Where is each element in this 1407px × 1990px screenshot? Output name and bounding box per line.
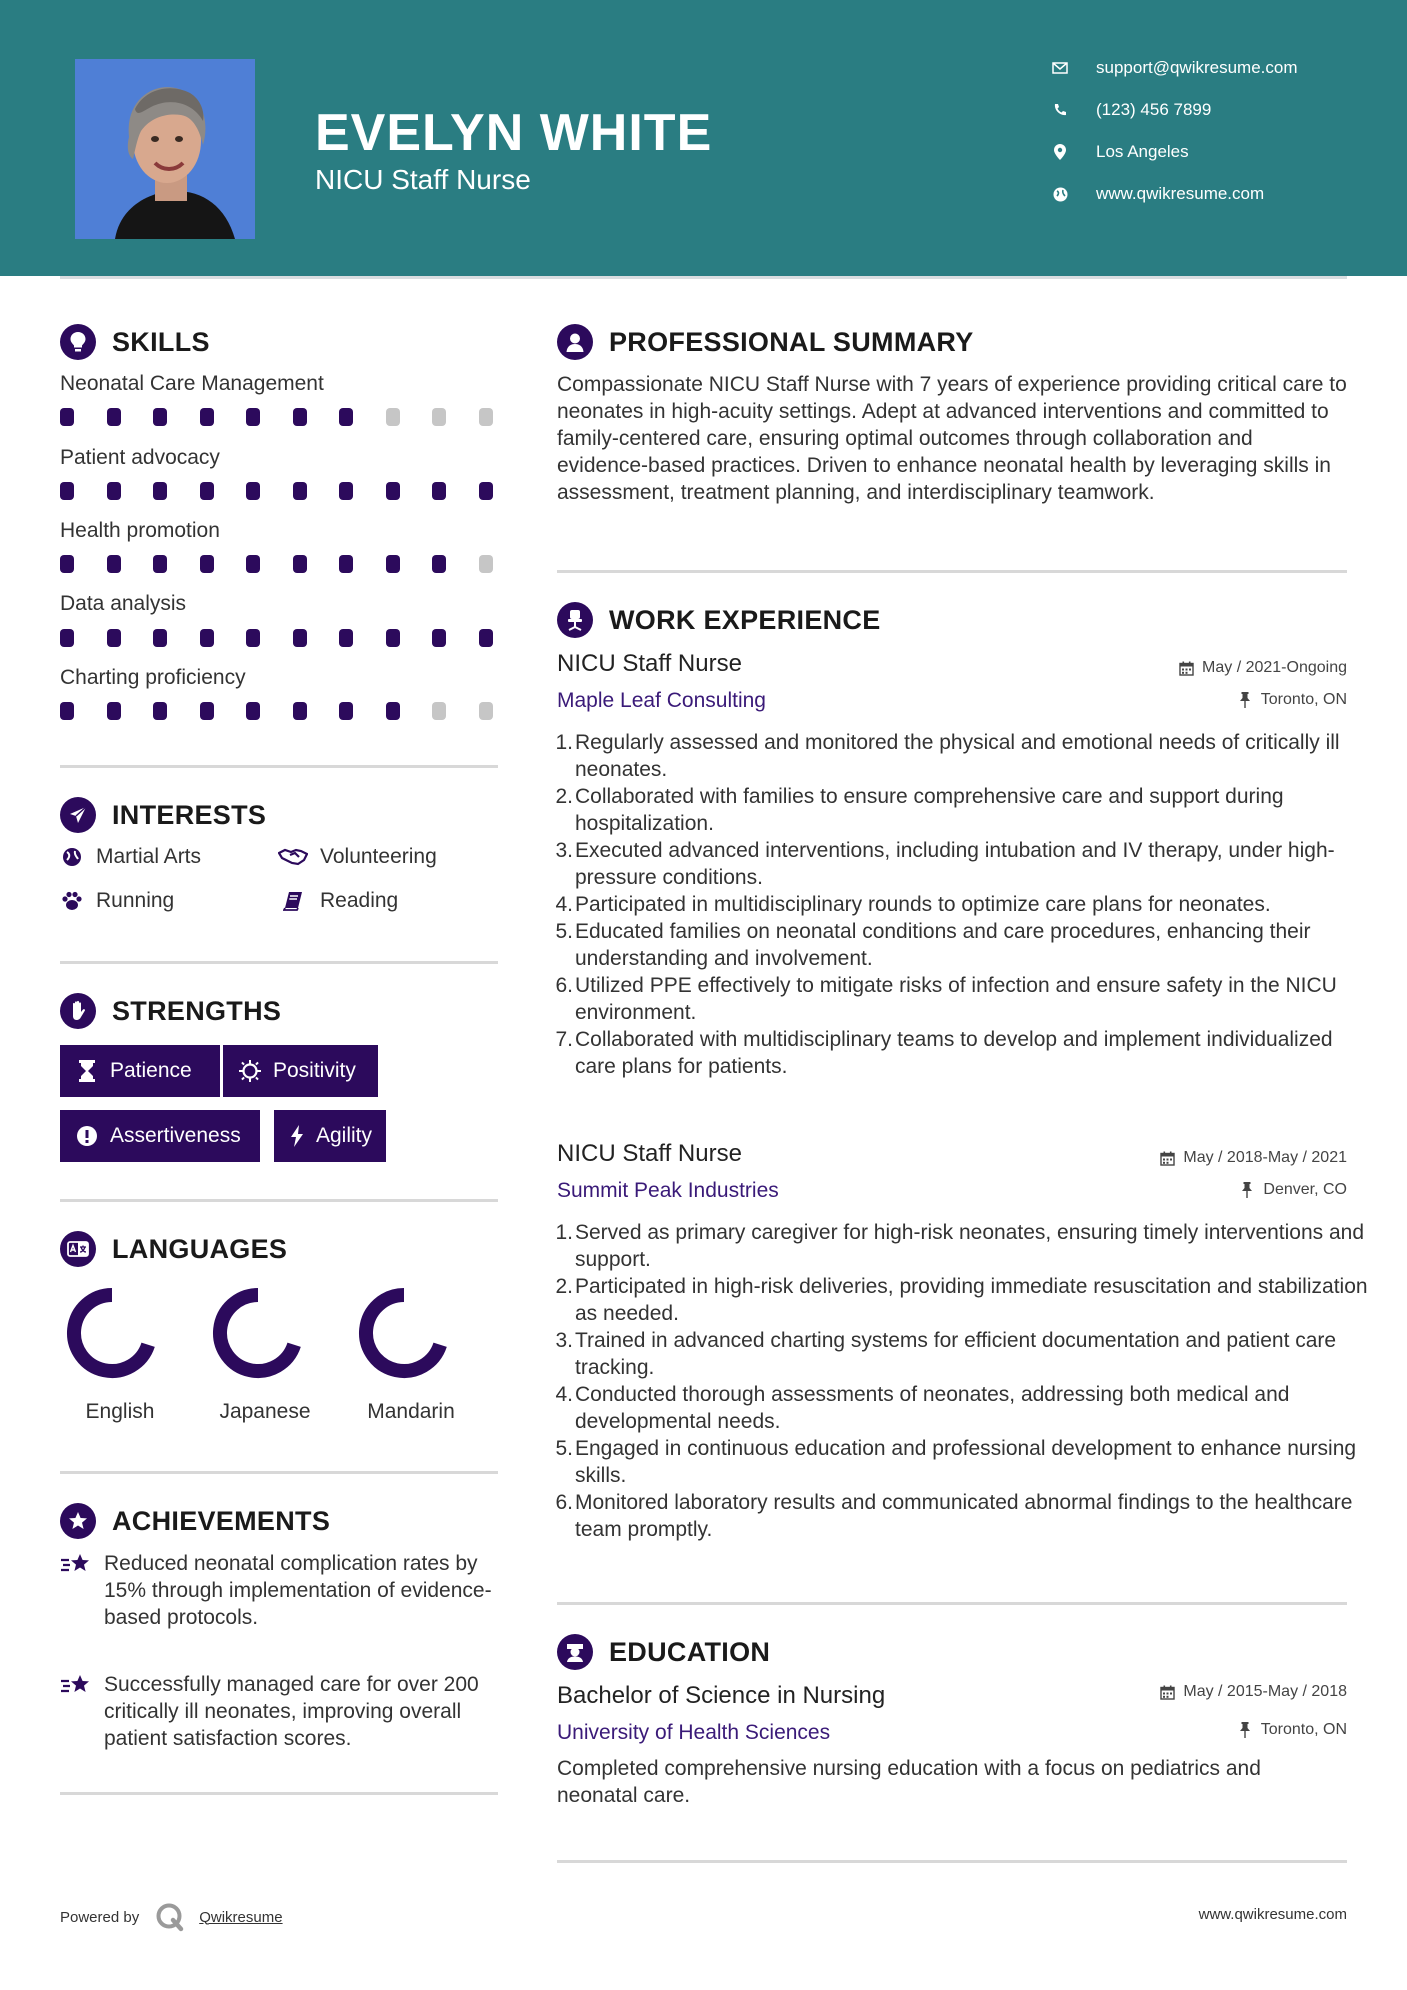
summary-heading (557, 324, 974, 360)
achievement-item (60, 1671, 500, 1752)
skill-dot-filled (339, 408, 353, 426)
paw-icon (60, 889, 84, 913)
interest-item (278, 889, 398, 913)
skill-dot-filled (339, 482, 353, 500)
graduate-icon (557, 1634, 593, 1670)
header-divider (60, 276, 1347, 279)
qwikresume-logo-icon (153, 1900, 187, 1934)
user-icon (557, 324, 593, 360)
skill-rating (60, 702, 498, 720)
skill-dot-empty (479, 702, 493, 720)
education-dates (1159, 1683, 1347, 1701)
skill-name: Health promotion (60, 519, 220, 542)
achievements-title: ACHIEVEMENTS (112, 1505, 331, 1536)
job-dates (1178, 659, 1347, 677)
job-location-text: Toronto, ON (1260, 691, 1347, 708)
job-bullet: 7. Collaborated with multidisciplinary teams to develop and implement individualized care plans for patients. (555, 1028, 1333, 1078)
bolt-icon (290, 1125, 304, 1147)
language-level-ring (65, 1286, 159, 1380)
book-icon (278, 889, 308, 913)
strength-badge (274, 1110, 386, 1162)
job-bullet: 6. Utilized PPE effectively to mitigate risks of infection and ensure safety in the NICU environment. (555, 974, 1337, 1024)
skill-dot-empty (479, 555, 493, 573)
education-school: University of Health Sciences (557, 1721, 831, 1744)
skill-dot-filled (107, 408, 121, 426)
skill-name: Neonatal Care Management (60, 372, 324, 395)
skill-dot-filled (293, 482, 307, 500)
section-divider (557, 570, 1347, 573)
section-divider (557, 1602, 1347, 1605)
paper-plane-icon (60, 797, 96, 833)
language-icon (60, 1231, 96, 1267)
interests-title: INTERESTS (112, 799, 267, 830)
skill-dot-filled (293, 408, 307, 426)
skill-dot-filled (246, 408, 260, 426)
language-level-arc (366, 1295, 440, 1371)
interest-label: Reading (320, 889, 399, 912)
office-chair-icon (557, 602, 593, 638)
job-bullet: 5. Educated families on neonatal conditions and care procedures, enhancing their understanding and involvement. (555, 920, 1311, 970)
education-location (1237, 1721, 1347, 1739)
strength-badge (223, 1045, 378, 1097)
achievements-heading (60, 1503, 330, 1539)
skill-dot-filled (107, 629, 121, 647)
language-label: English (85, 1400, 155, 1423)
footer-powered-by (60, 1900, 283, 1934)
interest-item (278, 845, 437, 869)
contact-email[interactable] (1050, 58, 1298, 78)
globe-icon (60, 845, 84, 869)
language-label: Japanese (219, 1400, 311, 1423)
shooting-star-icon (60, 1550, 94, 1578)
contact-website-text: www.qwikresume.com (1096, 184, 1265, 203)
language-label: Mandarin (367, 1400, 455, 1423)
calendar-icon (1178, 660, 1194, 676)
footer-url[interactable]: www.qwikresume.com (1198, 1906, 1347, 1923)
job-bullet: 2. Participated in high-risk deliveries, providing immediate resuscitation and stabilization as needed. (555, 1275, 1368, 1325)
job-bullet: 3. Trained in advanced charting systems for efficient documentation and patient care tracking. (555, 1329, 1337, 1379)
strengths-title: STRENGTHS (112, 995, 282, 1026)
skill-dot-filled (293, 555, 307, 573)
skill-rating (60, 482, 498, 500)
summary-text: Compassionate NICU Staff Nurse with 7 years of experience providing critical care to neonates in high-acuity settings. Adept at advanced interventions and committed to family-centered care, ensuring optimal outcomes through collaboration and evidence-based practices. Driven to enhance neonatal health by leveraging skills in assessment, treatment planning, and interdisciplinary teamwork. (557, 373, 1347, 504)
job-company: Summit Peak Industries (557, 1179, 779, 1202)
skill-dot-filled (200, 408, 214, 426)
summary-title: PROFESSIONAL SUMMARY (609, 326, 974, 357)
contact-website[interactable] (1050, 184, 1264, 204)
skill-dot-empty (432, 702, 446, 720)
education-heading (557, 1634, 770, 1670)
education-title: EDUCATION (609, 1636, 771, 1667)
section-divider (60, 765, 498, 768)
calendar-icon (1159, 1684, 1175, 1700)
exclamation-icon (76, 1125, 98, 1147)
section-divider (60, 961, 498, 964)
skill-dot-filled (107, 702, 121, 720)
skill-dot-filled (339, 555, 353, 573)
strength-label: Agility (316, 1124, 373, 1147)
skill-dot-empty (432, 408, 446, 426)
skill-dot-filled (293, 629, 307, 647)
skill-dot-filled (107, 482, 121, 500)
strength-label: Assertiveness (110, 1124, 241, 1147)
skill-dot-filled (386, 555, 400, 573)
job-dates (1159, 1149, 1347, 1167)
hand-icon (60, 993, 96, 1029)
skill-dot-filled (153, 555, 167, 573)
skill-dot-filled (153, 629, 167, 647)
skill-dot-filled (200, 482, 214, 500)
skill-dot-filled (107, 555, 121, 573)
skill-dot-filled (432, 629, 446, 647)
skill-dot-filled (479, 482, 493, 500)
job-bullet: 5. Engaged in continuous education and professional development to enhance nursing skills. (555, 1437, 1357, 1487)
section-divider (557, 1860, 1347, 1863)
job-bullet: 2. Collaborated with families to ensure comprehensive care and support during hospitalization. (555, 785, 1284, 835)
job-location (1239, 1181, 1347, 1199)
interest-item (60, 845, 201, 869)
resume-header (0, 0, 1407, 276)
skill-dot-filled (60, 408, 74, 426)
skill-dot-empty (386, 408, 400, 426)
lightbulb-icon (60, 324, 96, 360)
job-bullet: 1. Regularly assessed and monitored the physical and emotional needs of critically ill neonates. (555, 731, 1340, 781)
skill-dot-filled (386, 482, 400, 500)
strength-label: Patience (110, 1059, 192, 1082)
skill-rating (60, 629, 498, 647)
strength-label: Positivity (273, 1059, 356, 1082)
skill-dot-filled (293, 702, 307, 720)
skill-dot-filled (339, 629, 353, 647)
shooting-star-icon (60, 1671, 94, 1699)
language-level-arc (74, 1295, 148, 1371)
skill-dot-filled (246, 629, 260, 647)
skill-dot-filled (60, 555, 74, 573)
job-location (1237, 691, 1347, 709)
calendar-icon (1159, 1150, 1175, 1166)
pushpin-icon (1237, 692, 1253, 708)
job-location-text: Denver, CO (1263, 1181, 1347, 1198)
skill-name: Data analysis (60, 592, 187, 615)
interest-item (60, 889, 174, 913)
hourglass-icon (76, 1060, 98, 1082)
strength-badge (60, 1045, 220, 1097)
language-level-ring (357, 1286, 451, 1380)
contact-email-text: support@qwikresume.com (1096, 58, 1298, 77)
skills-heading (60, 324, 210, 360)
achievement-text: Reduced neonatal complication rates by 15% through implementation of evidence-based protocols. (104, 1552, 492, 1629)
job-title: NICU Staff Nurse (557, 1140, 742, 1167)
interests-heading (60, 797, 266, 833)
education-degree: Bachelor of Science in Nursing (557, 1682, 886, 1709)
job-bullet: 1. Served as primary caregiver for high-risk neonates, ensuring timely interventions and support. (555, 1221, 1365, 1271)
skills-title: SKILLS (112, 326, 210, 357)
strengths-heading (60, 993, 281, 1029)
job-bullets (557, 1219, 1375, 1543)
interest-label: Martial Arts (96, 845, 202, 868)
job-bullet: 6. Monitored laboratory results and communicated abnormal findings to the healthcare team promptly. (555, 1491, 1353, 1541)
achievement-text: Successfully managed care for over 200 critically ill neonates, improving overall patient satisfaction scores. (104, 1673, 479, 1750)
job-dates-text: May / 2018-May / 2021 (1183, 1149, 1347, 1166)
education-location-text: Toronto, ON (1260, 1721, 1347, 1738)
section-divider (60, 1471, 498, 1474)
candidate-role: NICU Staff Nurse (315, 164, 531, 195)
skill-dot-filled (432, 482, 446, 500)
phone-icon (1050, 100, 1070, 120)
skill-dot-empty (479, 408, 493, 426)
skill-dot-filled (432, 555, 446, 573)
interest-label: Volunteering (320, 845, 437, 868)
skill-dot-filled (153, 408, 167, 426)
skill-dot-filled (153, 702, 167, 720)
job-bullet: 4. Participated in multidisciplinary rounds to optimize care plans for neonates. (555, 893, 1271, 916)
candidate-name: EVELYN WHITE (315, 104, 713, 162)
envelope-icon (1050, 58, 1070, 78)
skill-dot-filled (60, 482, 74, 500)
skill-dot-filled (386, 702, 400, 720)
languages-heading (60, 1231, 287, 1267)
sun-icon (239, 1060, 261, 1082)
skill-dot-filled (246, 702, 260, 720)
language-level-ring (211, 1286, 305, 1380)
skill-dot-filled (479, 629, 493, 647)
skill-rating (60, 408, 498, 426)
skill-dot-filled (200, 629, 214, 647)
skill-dot-filled (246, 555, 260, 573)
job-dates-text: May / 2021-Ongoing (1202, 659, 1347, 676)
powered-by-label: Powered by (60, 1908, 140, 1926)
job-company: Maple Leaf Consulting (557, 689, 766, 712)
achievement-item (60, 1550, 500, 1631)
language-level-arc (220, 1295, 294, 1371)
contact-phone[interactable] (1050, 100, 1211, 120)
job-bullet: 4. Conducted thorough assessments of neonates, addressing both medical and developmental needs. (555, 1383, 1290, 1433)
skill-dot-filled (246, 482, 260, 500)
skill-dot-filled (153, 482, 167, 500)
skill-dot-filled (60, 629, 74, 647)
job-bullets (557, 729, 1375, 1080)
job-bullet: 3. Executed advanced interventions, including intubation and IV therapy, under high-pressure conditions. (555, 839, 1335, 889)
skill-dot-filled (386, 629, 400, 647)
qwikresume-link[interactable]: Qwikresume (199, 1908, 283, 1926)
skill-dot-filled (200, 702, 214, 720)
skill-name: Patient advocacy (60, 446, 220, 469)
skill-dot-filled (200, 555, 214, 573)
work-heading (557, 602, 881, 638)
languages-title: LANGUAGES (112, 1233, 288, 1264)
handshake-icon (278, 845, 308, 869)
skill-dot-filled (60, 702, 74, 720)
education-dates-text: May / 2015-May / 2018 (1183, 1683, 1347, 1700)
interest-label: Running (96, 889, 175, 912)
skill-rating (60, 555, 498, 573)
location-pin-icon (1050, 142, 1070, 162)
skill-name: Charting proficiency (60, 666, 246, 689)
star-badge-icon (60, 1503, 96, 1539)
contact-location (1050, 142, 1189, 162)
section-divider (60, 1792, 498, 1795)
pushpin-icon (1237, 1722, 1253, 1738)
profile-photo (75, 59, 255, 239)
work-title: WORK EXPERIENCE (609, 604, 881, 635)
contact-phone-text: (123) 456 7899 (1096, 100, 1212, 119)
globe-icon (1050, 184, 1070, 204)
education-description: Completed comprehensive nursing education with a focus on pediatrics and neonatal care. (557, 1757, 1261, 1807)
pushpin-icon (1239, 1182, 1255, 1198)
contact-location-text: Los Angeles (1096, 142, 1189, 161)
strength-badge (60, 1110, 260, 1162)
skill-dot-filled (339, 702, 353, 720)
job-title: NICU Staff Nurse (557, 650, 742, 677)
section-divider (60, 1199, 498, 1202)
